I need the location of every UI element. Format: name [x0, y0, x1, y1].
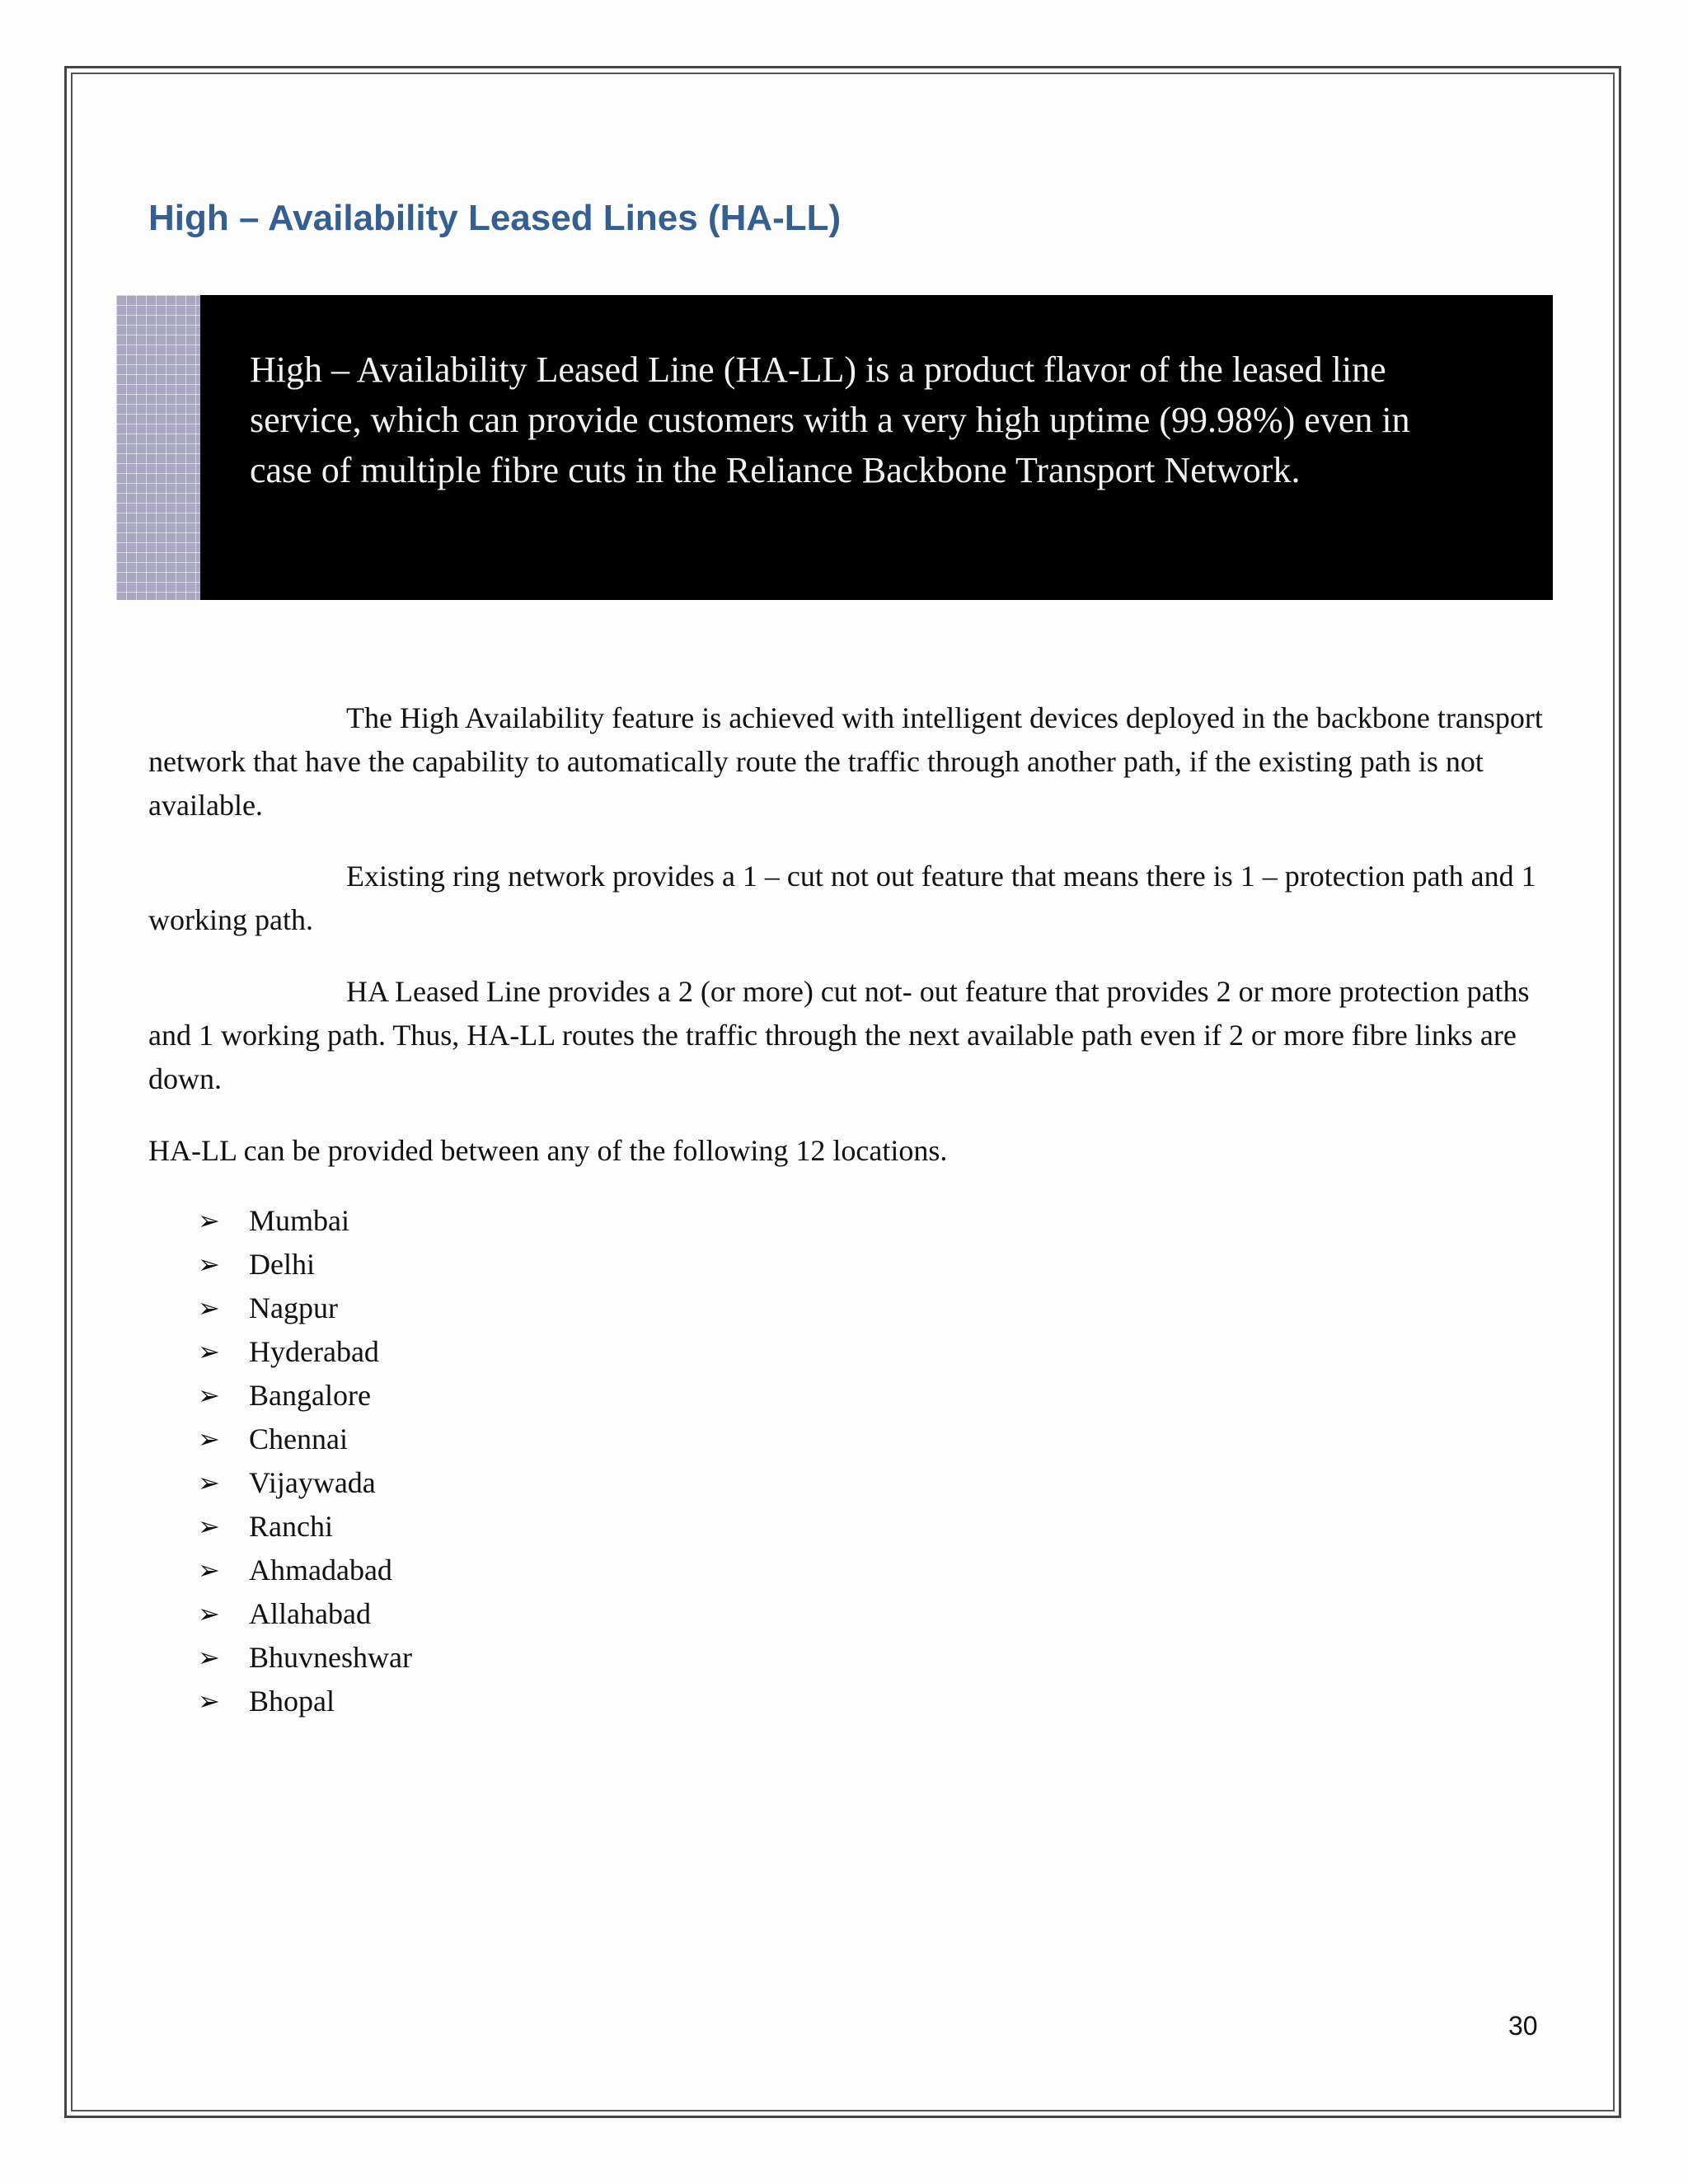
list-item: [198, 1374, 412, 1418]
list-item: [198, 1592, 412, 1636]
arrow-bullet-icon: ➢: [198, 1598, 220, 1629]
locations-list: [198, 1199, 412, 1723]
arrow-bullet-icon: ➢: [198, 1642, 220, 1673]
list-item: [198, 1461, 412, 1505]
list-item: [198, 1199, 412, 1243]
paragraph-high-availability: The High Availability feature is achieved with intelligent devices deployed in the backbone transport network that have the capability to automatically route the traffic through another path, if the existing path is not available.: [148, 701, 1543, 822]
list-item: [198, 1243, 412, 1286]
location-name: Mumbai: [249, 1204, 349, 1237]
arrow-bullet-icon: ➢: [198, 1511, 220, 1542]
list-item: [198, 1505, 412, 1549]
location-name: Nagpur: [249, 1291, 338, 1324]
arrow-bullet-icon: ➢: [198, 1554, 220, 1586]
arrow-bullet-icon: ➢: [198, 1292, 220, 1324]
callout-box: [116, 295, 1553, 600]
location-name: Delhi: [249, 1248, 315, 1281]
list-item: [198, 1680, 412, 1723]
arrow-bullet-icon: ➢: [198, 1685, 220, 1717]
location-name: Allahabad: [249, 1597, 371, 1630]
list-item: [198, 1330, 412, 1374]
location-name: Chennai: [249, 1422, 348, 1455]
arrow-bullet-icon: ➢: [198, 1336, 220, 1367]
location-name: Hyderabad: [249, 1335, 379, 1368]
arrow-bullet-icon: ➢: [198, 1249, 220, 1280]
list-item: [198, 1418, 412, 1461]
arrow-bullet-icon: ➢: [198, 1423, 220, 1455]
arrow-bullet-icon: ➢: [198, 1380, 220, 1411]
location-name: Bhopal: [249, 1685, 335, 1718]
location-name: Bangalore: [249, 1379, 371, 1412]
arrow-bullet-icon: ➢: [198, 1467, 220, 1498]
callout-grid-strip: [116, 295, 200, 600]
callout-text: High – Availability Leased Line (HA-LL) is a product flavor of the leased line service, which can provide customers with a very high uptime (99.98%) even in case of multiple fibre cuts in the Reliance Backbone Transport Network.: [250, 349, 1410, 490]
location-name: Vijaywada: [249, 1466, 376, 1499]
page-heading: High – Availability Leased Lines (HA-LL): [148, 198, 842, 238]
list-item: [198, 1286, 412, 1330]
location-name: Ahmadabad: [249, 1554, 392, 1586]
list-item: [198, 1549, 412, 1592]
list-item: [198, 1636, 412, 1680]
page-number: 30: [1508, 2011, 1538, 2041]
paragraph-ha-leased-line: HA Leased Line provides a 2 (or more) cut not- out feature that provides 2 or more protection paths and 1 working path. Thus, HA-LL routes the traffic through the next available path even if 2 or more fibre links are down.: [148, 975, 1530, 1095]
location-name: Bhuvneshwar: [249, 1641, 412, 1674]
paragraph-ring-network: Existing ring network provides a 1 – cut not out feature that means there is 1 – protection path and 1 working path.: [148, 860, 1536, 936]
arrow-bullet-icon: ➢: [198, 1205, 220, 1236]
location-name: Ranchi: [249, 1510, 333, 1543]
paragraph-locations-intro: HA-LL can be provided between any of the following 12 locations.: [148, 1134, 948, 1167]
